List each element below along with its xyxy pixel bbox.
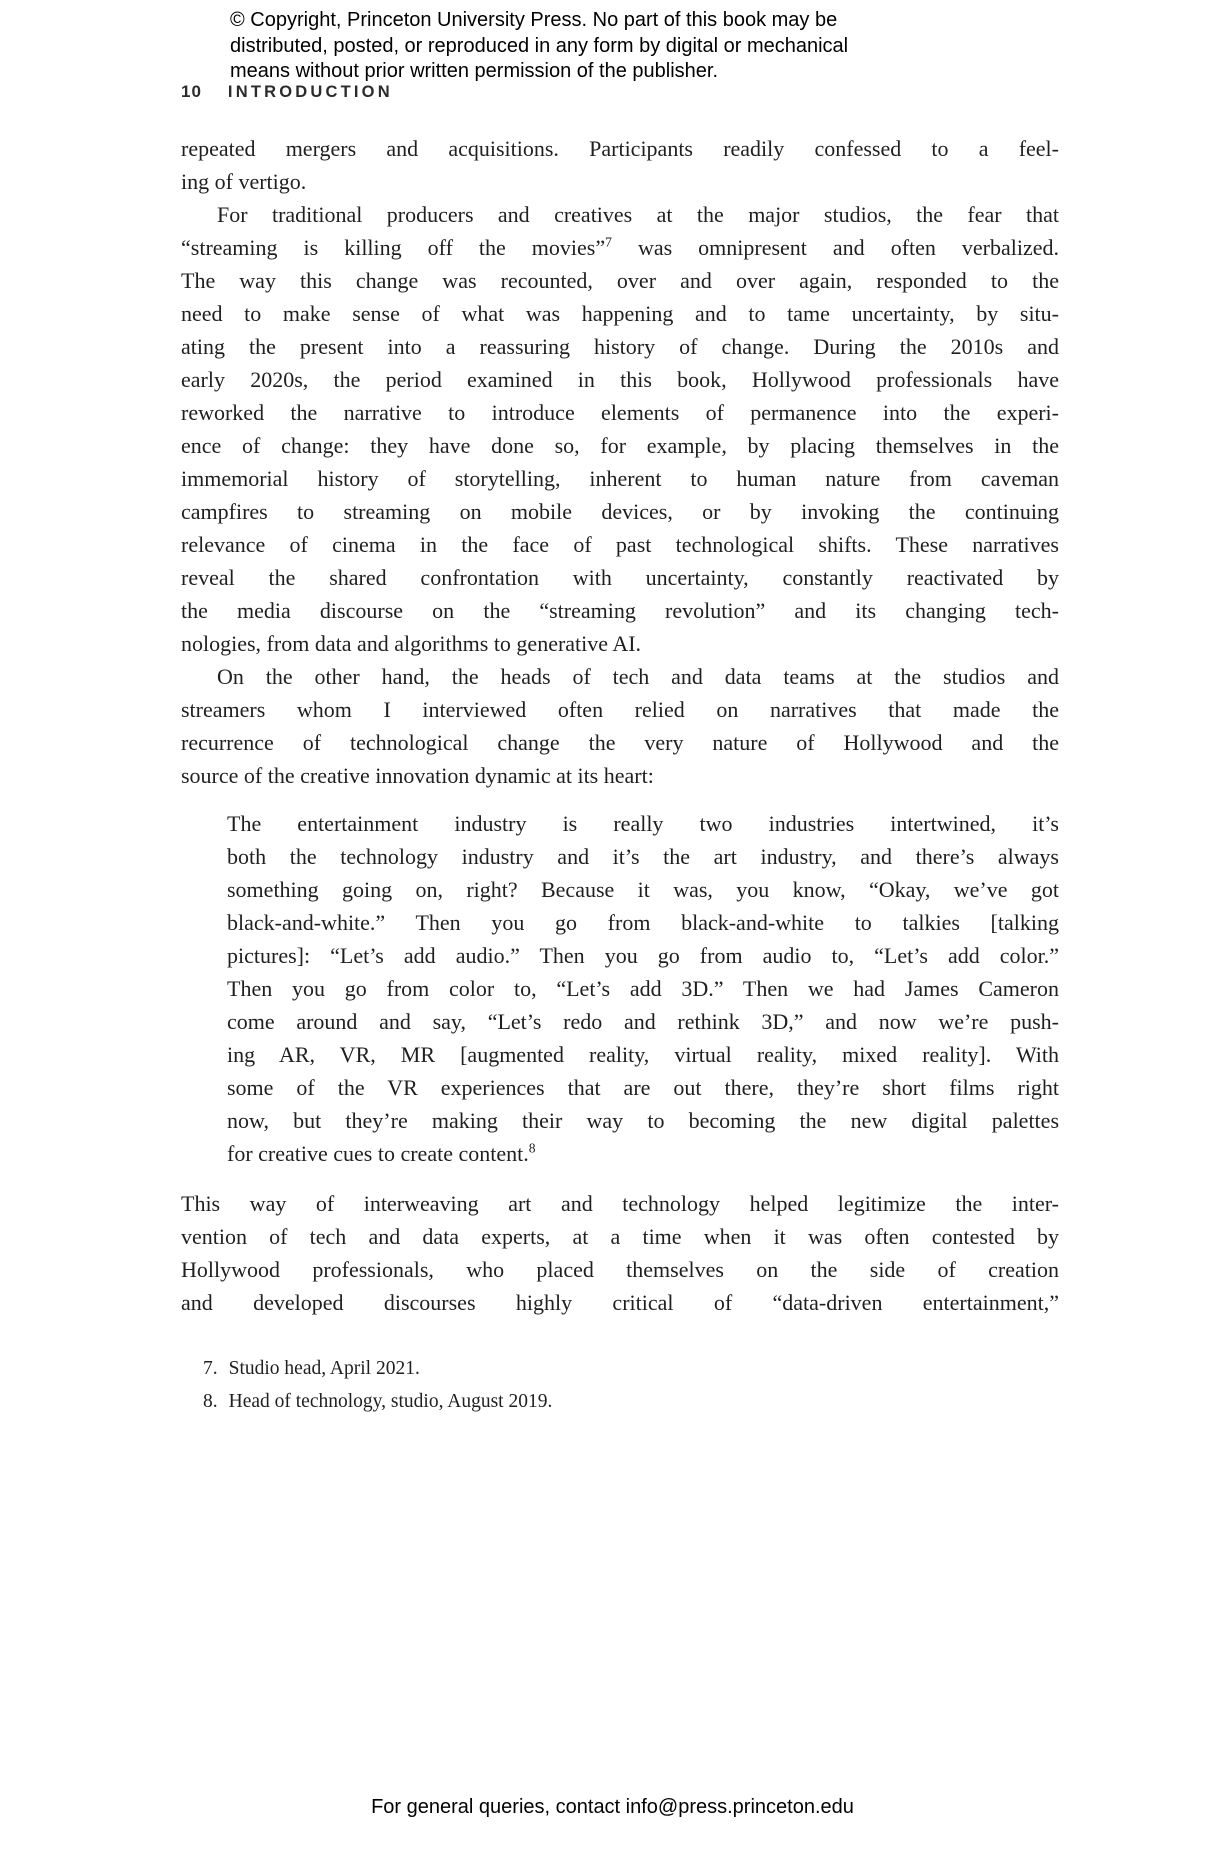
text-line: This way of interweaving art and technology helped legitimize the inter-: [181, 1191, 1059, 1216]
text-line: campfires to streaming on mobile devices, or by invoking the continuing: [181, 499, 1059, 524]
section-title: INTRODUCTION: [227, 83, 393, 101]
paragraph: [181, 132, 1059, 198]
footnote-text: Studio head, April 2021.: [228, 1358, 420, 1379]
text-line: reworked the narrative to introduce elements of permanence into the experi-: [181, 400, 1059, 425]
footnote-ref: 7: [605, 234, 612, 250]
text-line: reveal the shared confrontation with uncertainty, constantly reactivated by: [181, 565, 1059, 590]
text-line: something going on, right? Because it was, you know, “Okay, we’ve got: [227, 877, 1059, 902]
footnote-ref: 8: [528, 1140, 536, 1156]
text-line: black-and-white.” Then you go from black-and-white to talkies [talking: [227, 910, 1059, 935]
copyright-line: © Copyright, Princeton University Press. No part of this book may be: [230, 9, 838, 31]
copyright-line: means without prior written permission of the publisher.: [230, 60, 719, 82]
text-line: streamers whom I interviewed often relied on narratives that made the: [181, 697, 1059, 722]
text-line: Then you go from color to, “Let’s add 3D.” Then we had James Cameron: [227, 976, 1059, 1001]
footnote: [181, 1385, 1059, 1418]
footnote-number: 8.: [203, 1391, 218, 1412]
text-line: early 2020s, the period examined in this book, Hollywood professionals have: [181, 367, 1059, 392]
text-line: for creative cues to create content.$^8$: [227, 1140, 536, 1166]
text-line: The entertainment industry is really two industries intertwined, it’s: [227, 811, 1059, 836]
text-line: source of the creative innovation dynamic at its heart:: [181, 763, 654, 788]
text-line: both the technology industry and it’s the art industry, and there’s always: [227, 844, 1059, 869]
copyright-notice: [230, 8, 848, 85]
paragraph: [181, 198, 1059, 660]
text-line: “streaming is killing off the movies”$^7$ was omnipresent and often verbalized.: [181, 234, 1060, 260]
text-line: nologies, from data and algorithms to generative AI.: [181, 631, 642, 656]
footnote: [181, 1352, 1059, 1385]
text-line: need to make sense of what was happening and to tame uncertainty, by situ-: [181, 301, 1059, 326]
text-line: some of the VR experiences that are out there, they’re short films right: [227, 1075, 1059, 1100]
text-line: repeated mergers and acquisitions. Participants readily confessed to a feel-: [181, 136, 1059, 161]
text-line: ing of vertigo.: [181, 169, 307, 194]
block-quote: [181, 807, 1059, 1170]
footnote-text: Head of technology, studio, August 2019.: [228, 1391, 553, 1412]
text-line: now, but they’re making their way to becoming the new digital palettes: [227, 1108, 1059, 1133]
paragraph: [181, 660, 1059, 792]
text-line: For traditional producers and creatives at the major studios, the fear that: [217, 202, 1059, 227]
footer-text: For general queries, contact info@press.princeton.edu: [371, 1796, 854, 1818]
text-line: ing AR, VR, MR [augmented reality, virtual reality, mixed reality]. With: [227, 1042, 1059, 1067]
copyright-line: distributed, posted, or reproduced in any form by digital or mechanical: [230, 34, 849, 57]
text-line: pictures]: “Let’s add audio.” Then you go from audio to, “Let’s add color.”: [227, 943, 1059, 968]
text-line: recurrence of technological change the very nature of Hollywood and the: [181, 730, 1059, 755]
text-line: immemorial history of storytelling, inherent to human nature from caveman: [181, 466, 1059, 491]
text-line: and developed discourses highly critical of “data-driven entertainment,”: [181, 1290, 1059, 1315]
text-line: The way this change was recounted, over and over again, responded to the: [181, 268, 1059, 293]
text-line: ating the present into a reassuring history of change. During the 2010s and: [181, 334, 1059, 359]
page-number: 10: [181, 82, 202, 101]
page-footer: [0, 1796, 1225, 1819]
running-head: [181, 82, 393, 102]
text-line: Hollywood professionals, who placed themselves on the side of creation: [181, 1257, 1059, 1282]
page-body: [181, 132, 1059, 1319]
text-line: On the other hand, the heads of tech and data teams at the studios and: [217, 664, 1059, 689]
text-line: ence of change: they have done so, for example, by placing themselves in the: [181, 433, 1059, 458]
paragraph: [181, 1187, 1059, 1319]
text-line: the media discourse on the “streaming revolution” and its changing tech-: [181, 598, 1059, 623]
text-line: come around and say, “Let’s redo and rethink 3D,” and now we’re push-: [227, 1009, 1059, 1034]
text-line: vention of tech and data experts, at a time when it was often contested by: [181, 1224, 1059, 1249]
footnote-number: 7.: [203, 1358, 218, 1379]
footnotes: [181, 1352, 1059, 1418]
text-line: relevance of cinema in the face of past technological shifts. These narratives: [181, 532, 1059, 557]
